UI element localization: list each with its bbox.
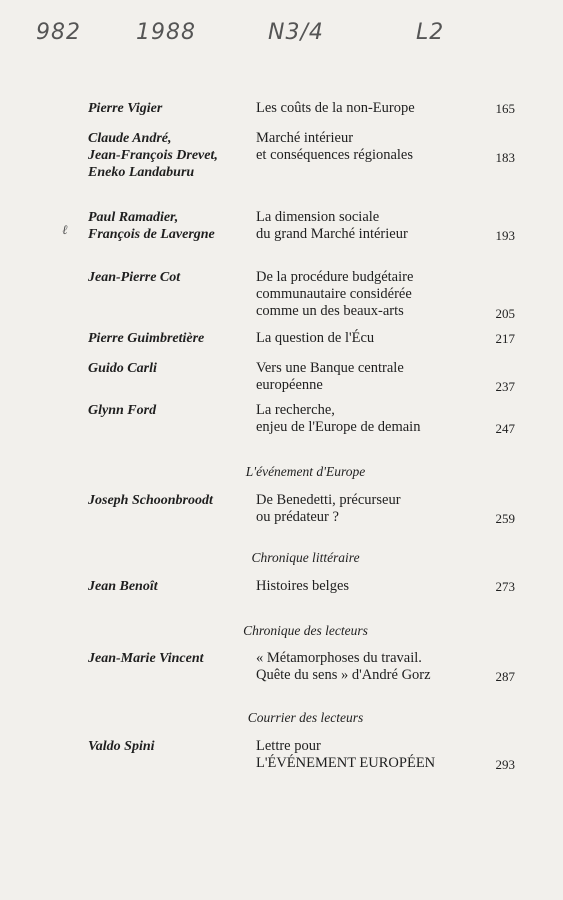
- title-line: Lettre pour: [256, 738, 321, 754]
- entry-author: [88, 402, 258, 419]
- entry-author: [88, 360, 258, 377]
- entry-title: [256, 269, 486, 320]
- entry-author: [88, 100, 258, 117]
- title-line: enjeu de l'Europe de demain: [256, 419, 421, 435]
- section-heading: [0, 549, 563, 566]
- author-line: Valdo Spini: [88, 739, 155, 754]
- entry-page-number: 217: [495, 331, 515, 346]
- author-line: Claude André,: [88, 131, 172, 146]
- entry-author: [88, 269, 258, 286]
- entry-title: [256, 100, 486, 117]
- title-line: Histoires belges: [256, 578, 350, 594]
- section-heading: [0, 622, 563, 639]
- entry-author: [88, 130, 258, 181]
- entry-title: [256, 578, 486, 595]
- author-line: Pierre Vigier: [88, 101, 163, 116]
- title-line: « Métamorphoses du travail.: [256, 650, 422, 666]
- author-line: Jean-François Drevet,: [88, 148, 218, 163]
- title-line: ou prédateur ?: [256, 509, 339, 525]
- title-line: La dimension sociale: [256, 209, 380, 225]
- author-line: François de Lavergne: [88, 227, 215, 242]
- title-line: européenne: [256, 377, 323, 393]
- entry-author: [88, 578, 258, 595]
- author-line: Pierre Guimbretière: [88, 331, 205, 346]
- title-line: De la procédure budgétaire: [256, 269, 414, 285]
- title-line: La recherche,: [256, 402, 335, 418]
- entry-title: [256, 360, 486, 394]
- title-line: et conséquences régionales: [256, 147, 414, 163]
- author-line: Guido Carli: [88, 361, 157, 376]
- section-heading: [0, 709, 563, 726]
- entry-title: [256, 738, 486, 772]
- section-heading-text: Courrier des lecteurs: [247, 710, 364, 725]
- entry-page-number: 165: [495, 101, 515, 116]
- entry-page-number: 237: [495, 379, 515, 394]
- entry-author: [88, 650, 258, 667]
- entry-page-number: 247: [495, 421, 515, 436]
- entry-page-number: 259: [495, 511, 515, 526]
- section-heading-text: Chronique littéraire: [251, 550, 360, 565]
- entry-title: [256, 402, 486, 436]
- title-line: comme un des beaux-arts: [256, 303, 404, 319]
- title-line: De Benedetti, précurseur: [256, 492, 401, 508]
- entry-title: [256, 130, 486, 164]
- author-line: Paul Ramadier,: [88, 210, 179, 225]
- margin-mark: ℓ: [62, 222, 68, 237]
- entry-author: [88, 330, 258, 347]
- section-heading: [0, 463, 563, 480]
- entry-page-number: 293: [495, 757, 515, 772]
- entry-page-number: 273: [495, 579, 515, 594]
- title-line: Les coûts de la non-Europe: [256, 100, 415, 116]
- entry-page-number: 193: [495, 228, 515, 243]
- author-line: Jean-Marie Vincent: [88, 651, 204, 666]
- section-heading-text: L'événement d'Europe: [245, 464, 366, 479]
- title-line: Marché intérieur: [256, 130, 354, 146]
- entry-page-number: 183: [495, 150, 515, 165]
- entry-title: [256, 209, 486, 243]
- entry-author: [88, 492, 258, 509]
- entry-author: [88, 738, 258, 755]
- handwritten-issue: N3/4: [268, 20, 324, 45]
- author-line: Jean-Pierre Cot: [88, 270, 181, 285]
- author-line: Glynn Ford: [88, 403, 157, 418]
- author-line: Joseph Schoonbroodt: [88, 493, 213, 508]
- author-line: Jean Benoît: [88, 579, 158, 594]
- section-heading-text: Chronique des lecteurs: [243, 623, 368, 638]
- entry-title: [256, 650, 486, 684]
- handwritten-year: 1988: [136, 20, 196, 45]
- title-line: Quête du sens » d'André Gorz: [256, 667, 431, 683]
- title-line: communautaire considérée: [256, 286, 412, 302]
- title-line: du grand Marché intérieur: [256, 226, 408, 242]
- entry-author: [88, 209, 258, 243]
- entry-title: [256, 330, 486, 347]
- title-line: La question de l'Écu: [256, 330, 375, 346]
- entry-page-number: 287: [495, 669, 515, 684]
- handwritten-code: L2: [416, 20, 445, 45]
- title-line: Vers une Banque centrale: [256, 360, 404, 376]
- handwritten-number: 982: [36, 20, 81, 45]
- entry-title: [256, 492, 486, 526]
- title-line: L'ÉVÉNEMENT EUROPÉEN: [256, 755, 436, 771]
- author-line: Eneko Landaburu: [88, 165, 195, 180]
- entry-page-number: 205: [495, 306, 515, 321]
